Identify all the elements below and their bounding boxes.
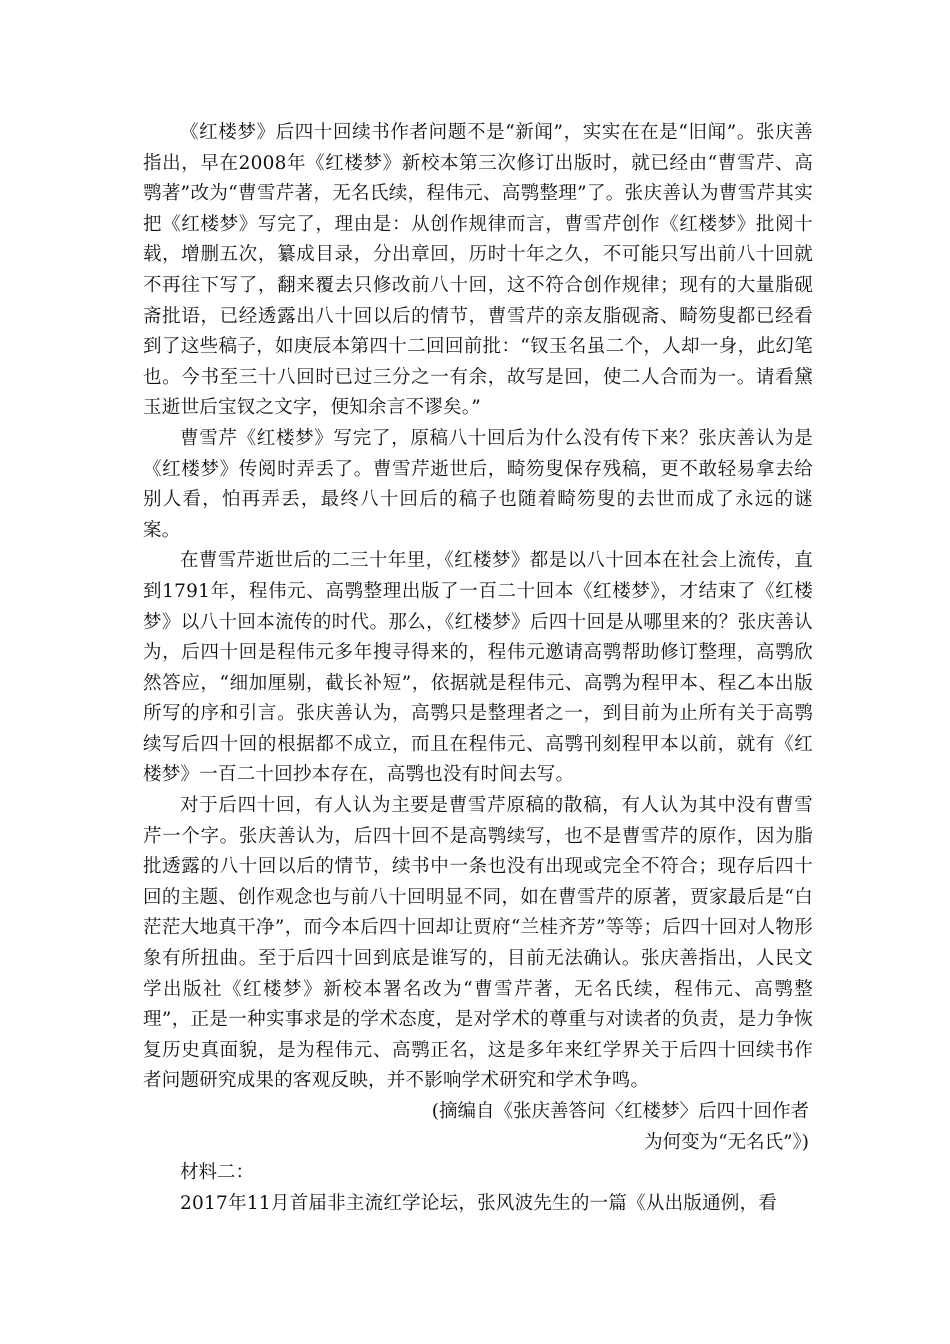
material-2-first-line: 2017年11月首届非主流红学论坛，张风波先生的一篇《从出版通例，看 [180, 1192, 778, 1214]
source-citation-line-2: 为何变为“无名氏”》) [644, 1131, 809, 1153]
paragraph-4: 对于后四十回，有人认为主要是曹雪芹原稿的散稿，有人认为其中没有曹雪芹一个字。张庆善认为，后四十回不是高鹗续写，也不是曹雪芹的原作，因为脂批透露的八十回以后的情节，续书中一条也没有出现或完全不符合；现存后四十回的主题、创作观念也与前八十回明显不同，如在曹雪芹的原著，贾家最后是“白茫茫大地真干净”，而今本后四十回却让贾府“兰桂齐芳”等等；后四十回对人物形象有所扭曲。至于后四十回到底是谁写的，目前无法确认。张庆善指出，人民文学出版社《红楼梦》新校本署名改为“曹雪芹著，无名氏续，程伟元、高鹗整理”，正是一种实事求是的学术态度，是对学术的尊重与对读者的负责，是力争恢复历史真面貌，是为程伟元、高鹗正名，这是多年来红学界关于后四十回续书作者问题研究成果的客观反映，并不影响学术研究和学术争鸣。 [143, 795, 813, 1092]
paragraph-1: 《红楼梦》后四十回续书作者问题不是“新闻”，实实在在是“旧闻”。张庆善指出，早在2008年《红楼梦》新校本第三次修订出版时，就已经由“曹雪芹、高鹗著”改为“曹雪芹著，无名氏续，程伟元、高鹗整理”了。张庆善认为曹雪芹其实把《红楼梦》写完了，理由是：从创作规律而言，曹雪芹创作《红楼梦》批阅十载，增删五次，纂成目录，分出章回，历时十年之久，不可能只写出前八十回就不再往下写了，翻来覆去只修改前八十回，这不符合创作规律；现有的大量脂砚斋批语，已经透露出八十回以后的情节，曹雪芹的亲友脂砚斋、畸笏叟都已经看到了这些稿子，如庚辰本第四十二回回前批：“钗玉名虽二个，人却一身，此幻笔也。今书至三十八回时已过三分之一有余，故写是回，使二人合而为一。请看黛玉逝世后宝钗之文字，便知余言不谬矣。” [143, 122, 813, 419]
material-2-heading: 材料二： [180, 1162, 255, 1184]
source-citation-line-1: (摘编自《张庆善答问〈红楼梦〉后四十回作者 [431, 1101, 809, 1122]
paragraph-2: 曹雪芹《红楼梦》写完了，原稿八十回后为什么没有传下来？张庆善认为是《红楼梦》传阅时弄丢了。曹雪芹逝世后，畸笏叟保存残稿，更不敢轻易拿去给别人看，怕再弄丢，最终八十回后的稿子也随着畸笏叟的去世而成了永远的谜案。 [143, 427, 813, 541]
paragraph-3: 在曹雪芹逝世后的二三十年里，《红楼梦》都是以八十回本在社会上流传，直到1791年，程伟元、高鹗整理出版了一百二十回本《红楼梦》，才结束了《红楼梦》以八十回本流传的时代。那么，《红楼梦》后四十回是从哪里来的？张庆善认为，后四十回是程伟元多年搜寻得来的，程伟元邀请高鹗帮助修订整理，高鹗欣然答应，“细加厘剔，截长补短”，依据就是程伟元、高鹗为程甲本、程乙本出版所写的序和引言。张庆善认为，高鹗只是整理者之一，到目前为止所有关于高鹗续写后四十回的根据都不成立，而且在程伟元、高鹗刊刻程甲本以前，就有《红楼梦》一百二十回抄本存在，高鹗也没有时间去写。 [143, 550, 813, 786]
document-body [143, 118, 813, 1219]
